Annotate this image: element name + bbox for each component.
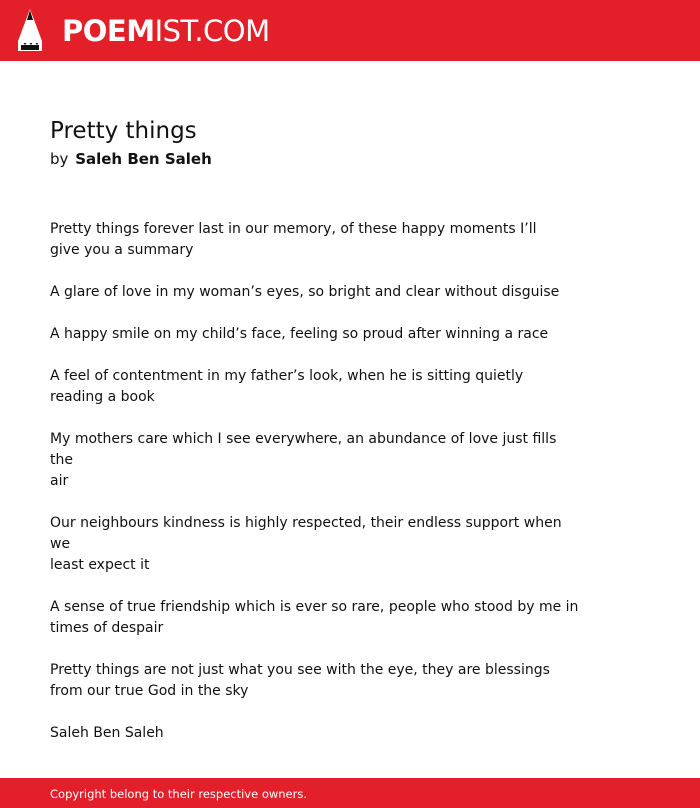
poem-stanza: A feel of contentment in my father’s look, when he is sitting quietly reading a book [50,368,524,405]
logo-text-bold: POEM [62,14,155,48]
poem-stanza: A glare of love in my woman’s eyes, so bright and clear without disguise [50,284,560,300]
poem-byline [50,149,212,169]
site-logo-wordmark [62,13,270,49]
poem-stanza: Our neighbours kindness is highly respected, their endless support when we least expect it [50,515,562,573]
site-header [0,0,700,61]
poem-stanza: Pretty things forever last in our memory, of these happy moments I’ll give you a summary [50,221,537,258]
poem-stanza: A sense of true friendship which is ever so rare, people who stood by me in times of despair [50,599,579,636]
poem-stanza: My mothers care which I see everywhere, an abundance of love just fills the air [50,431,557,489]
poem-author: Saleh Ben Saleh [75,150,212,168]
byline-prefix: by [50,150,69,168]
poem-signature: Saleh Ben Saleh [50,725,164,741]
poem-stanza: A happy smile on my child’s face, feeling so proud after winning a race [50,326,549,342]
poem-body [50,219,580,765]
poem-title: Pretty things [50,118,197,144]
site-footer [0,778,700,808]
logo-text-light: IST.COM [154,14,270,48]
copyright-notice: Copyright belong to their respective owners. [50,787,308,801]
pencil-icon [18,9,42,51]
poem-stanza: Pretty things are not just what you see with the eye, they are blessings from our true God in the sky [50,662,550,699]
